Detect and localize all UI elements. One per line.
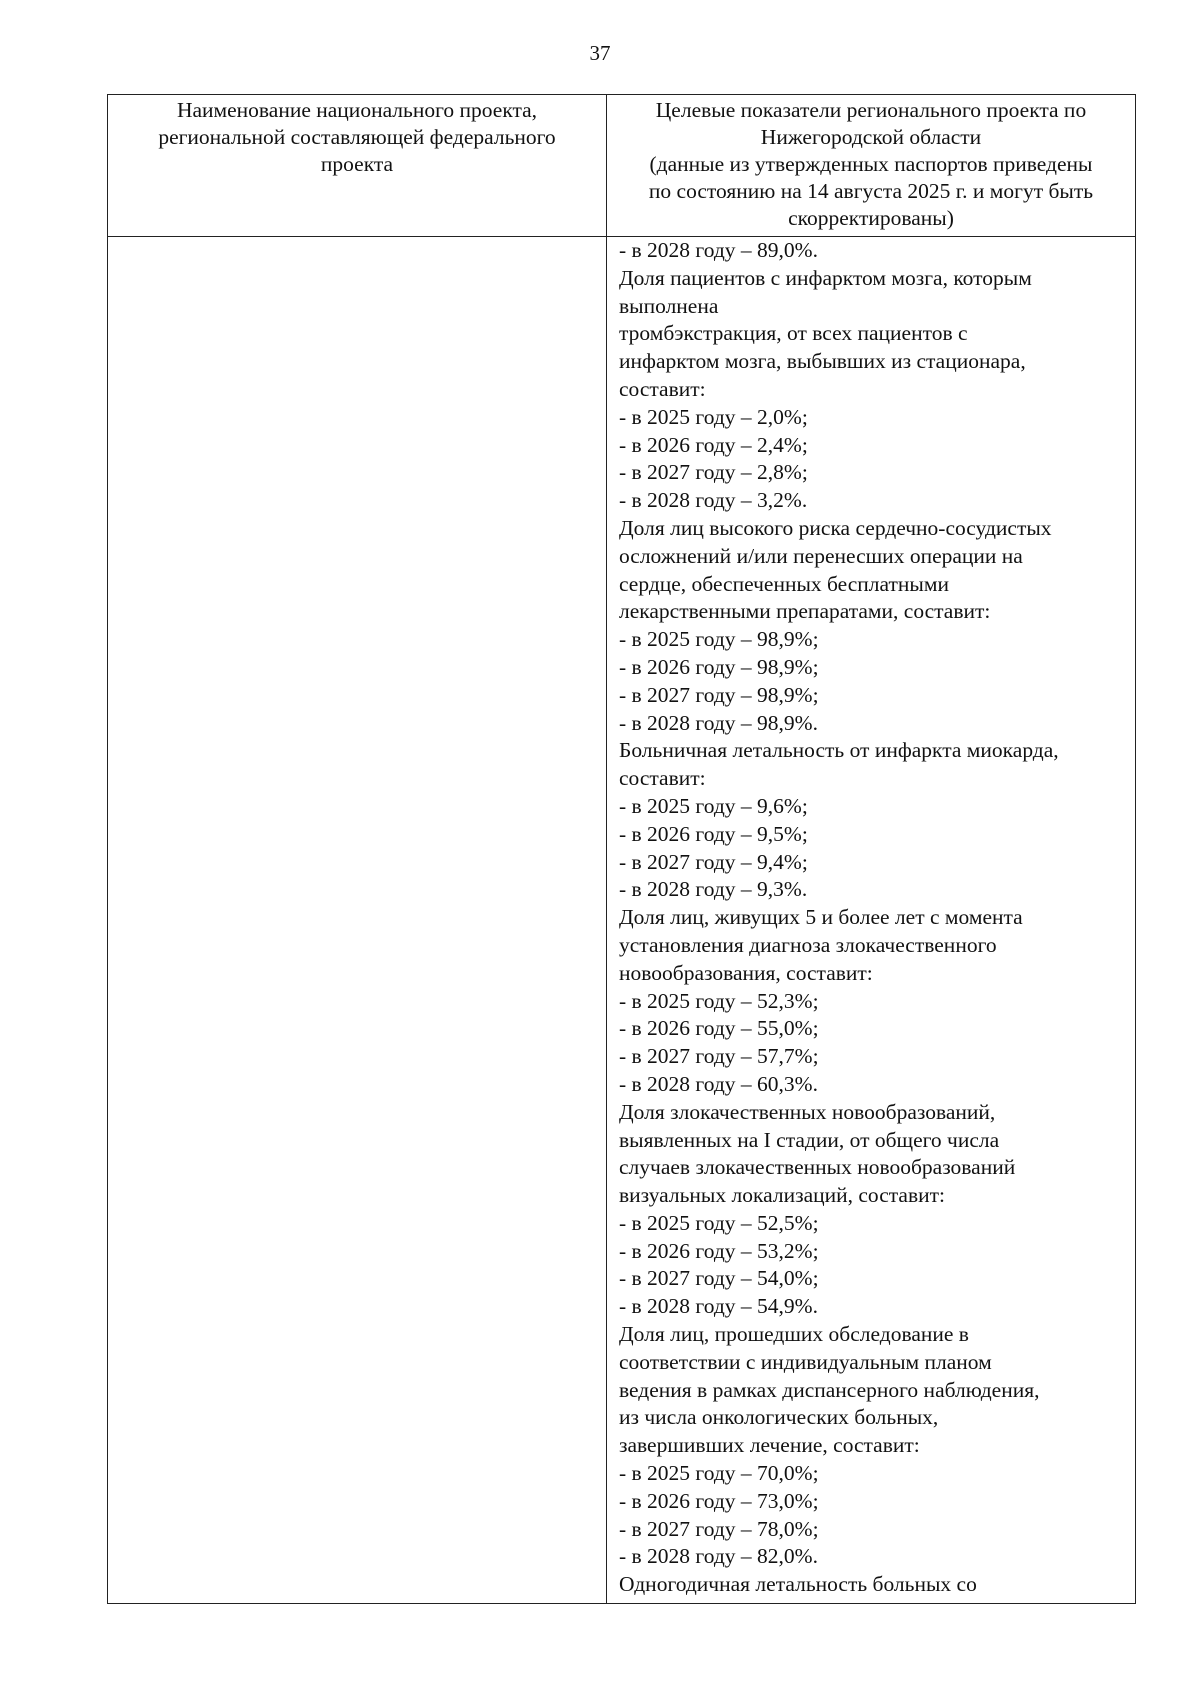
indicator-line: Доля пациентов с инфарктом мозга, которым [619,265,1032,290]
indicator-line: - в 2027 году – 9,4%; [619,849,808,874]
indicator-line: - в 2026 году – 98,9%; [619,654,819,679]
indicator-line: Доля лиц, прошедших обследование в [619,1322,969,1347]
indicator-line: - в 2028 году – 3,2%. [619,488,808,513]
page-number: 37 [589,41,611,65]
indicator-line: составит: [619,376,706,401]
indicator-line: соответствии с индивидуальным планом [619,1349,992,1374]
header-left-line: проекта [320,152,394,176]
indicator-line: визуальных локализаций, составит: [619,1183,945,1208]
indicator-line: инфарктом мозга, выбывших из стационара, [619,349,1026,374]
indicator-line: завершивших лечение, составит: [619,1433,920,1458]
indicator-line: установления диагноза злокачественного [619,932,997,957]
header-right-line: скорректированы) [788,206,954,230]
indicator-line: - в 2028 году – 89,0%. [619,238,818,262]
indicators-cell [607,237,1136,1604]
header-right-line: (данные из утвержденных паспортов приведены [649,152,1093,176]
indicator-line: составит: [619,766,706,791]
project-name-cell [108,237,607,1604]
indicator-line: - в 2026 году – 55,0%; [619,1016,819,1041]
indicator-line: Больничная летальность от инфаркта миокарда, [619,738,1059,763]
indicator-line: - в 2028 году – 9,3%. [619,877,808,902]
header-right-line: Целевые показатели регионального проекта по [655,98,1087,122]
indicator-line: - в 2026 году – 2,4%; [619,432,808,457]
header-project-name [108,95,607,237]
indicator-line: - в 2027 году – 57,7%; [619,1044,819,1069]
indicator-line: Доля злокачественных новообразований, [619,1099,996,1124]
indicator-line: - в 2026 году – 9,5%; [619,821,808,846]
indicator-line: - в 2028 году – 98,9%. [619,710,818,735]
indicator-line: ведения в рамках диспансерного наблюдения, [619,1377,1040,1402]
header-left-line: Наименование национального проекта, [176,98,538,122]
indicator-line: выполнена [619,293,719,318]
indicator-line: - в 2025 году – 98,9%; [619,627,819,652]
header-right-line: Нижегородской области [760,125,982,149]
indicator-line: - в 2025 году – 52,3%; [619,988,819,1013]
header-target-indicators [607,95,1136,237]
indicator-line: осложнений и/или перенесших операции на [619,543,1023,568]
indicator-line: - в 2028 году – 82,0%. [619,1544,818,1569]
indicator-line: тромбэкстракция, от всех пациентов с [619,321,968,346]
indicator-line: - в 2027 году – 2,8%; [619,460,808,485]
indicator-line: - в 2027 году – 54,0%; [619,1266,819,1291]
indicator-line: новообразования, составит: [619,960,873,985]
table-header-row [108,95,1136,237]
indicator-line: из числа онкологических больных, [619,1405,939,1430]
indicator-line: - в 2028 году – 60,3%. [619,1071,818,1096]
indicator-line: выявленных на I стадии, от общего числа [619,1127,1000,1152]
indicator-line: - в 2025 году – 70,0%; [619,1461,819,1486]
indicator-line: Доля лиц, живущих 5 и более лет с момента [619,905,1023,930]
indicator-line: - в 2025 году – 2,0%; [619,404,808,429]
header-right-line: по состоянию на 14 августа 2025 г. и могут быть [648,179,1094,203]
indicator-line: - в 2028 году – 54,9%. [619,1294,818,1319]
header-left-line: региональной составляющей федерального [158,125,556,149]
indicator-line: - в 2027 году – 98,9%; [619,682,819,707]
indicator-line: сердце, обеспеченных бесплатными [619,571,949,596]
indicators-table [107,94,1136,1604]
indicator-line: Доля лиц высокого риска сердечно-сосудистых [619,515,1052,540]
indicator-line: - в 2027 году – 78,0%; [619,1516,819,1541]
indicator-line: - в 2025 году – 9,6%; [619,793,808,818]
table-body-row [108,237,1136,1604]
indicator-line: Одногодичная летальность больных со [619,1572,977,1597]
indicator-line: случаев злокачественных новообразований [619,1155,1016,1180]
indicator-line: лекарственными препаратами, составит: [619,599,991,624]
indicator-line: - в 2025 году – 52,5%; [619,1210,819,1235]
indicator-line: - в 2026 году – 53,2%; [619,1238,819,1263]
indicator-line: - в 2026 году – 73,0%; [619,1488,819,1513]
